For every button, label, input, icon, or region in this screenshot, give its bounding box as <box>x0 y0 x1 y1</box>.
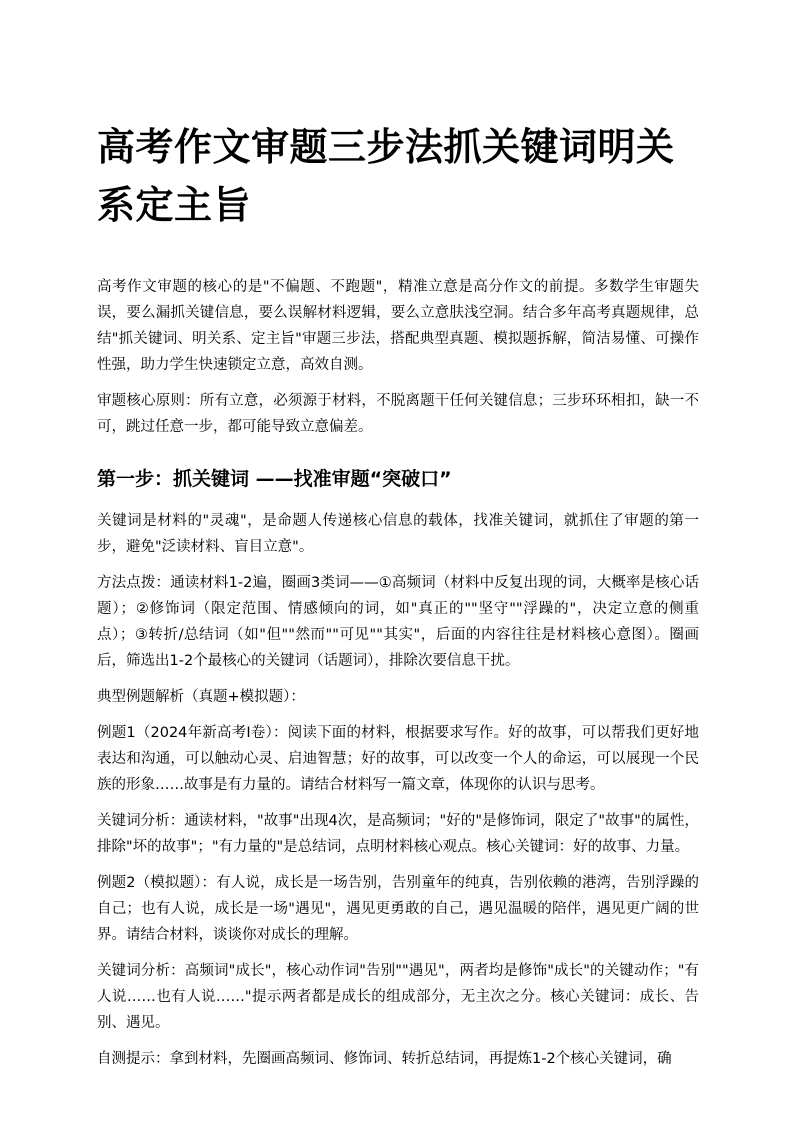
self-test-paragraph: 自测提示：拿到材料，先圈画高频词、修饰词、转折总结词，再提炼1-2个核心关键词，确 <box>97 1051 672 1067</box>
document-title: 高考作文审题三步法抓关键词明关系定主旨 <box>97 125 675 227</box>
section-paragraph: 关键词是材料的"灵魂"，是命题人传递核心信息的载体，找准关键词，就抓住了审题的第一步，避免"泛读材料、盲目立意"。 <box>97 513 699 555</box>
principle-paragraph: 审题核心原则：所有立意，必须源于材料，不脱离题干任何关键信息；三步环环相扣，缺一不可，跳过任意一步，都可能导致立意偏差。 <box>97 393 699 435</box>
document-page <box>97 118 699 1082</box>
intro-paragraph: 高考作文审题的核心的是"不偏题、不跑题"，精准立意是高分作文的前提。多数学生审题失误，要么漏抓关键信息，要么误解材料逻辑，要么立意肤浅空洞。结合多年高考真题规律，总结"抓关键词、明关系、定主旨"审题三步法，搭配典型真题、模拟题拆解，简洁易懂、可操作性强，助力学生快速锁定立意，高效自测。 <box>97 279 699 373</box>
example1-analysis-paragraph: 关键词分析：通读材料，"故事"出现4次，是高频词；"好的"是修饰词，限定了"故事"的属性，排除"坏的故事"；"有力量的"是总结词，点明材料核心观点。核心关键词：好的故事、力量。 <box>97 813 699 855</box>
example2-paragraph: 例题2（模拟题）：有人说，成长是一场告别，告别童年的纯真，告别依赖的港湾，告别浮躁的自己；也有人说，成长是一场"遇见"，遇见更勇敢的自己，遇见温暖的陪伴，遇见更广阔的世界。请结合材料，谈谈你对成长的理解。 <box>97 875 699 943</box>
method-paragraph: 方法点拨：通读材料1-2遍，圈画3类词——①高频词（材料中反复出现的词，大概率是核心话题）；②修饰词（限定范围、情感倾向的词，如"真正的""坚守""浮躁的"，决定立意的侧重点）；③转折/总结词（如"但""然而""可见""其实"，后面的内容往往是材料核心意图）。圈画后，筛选出1-2个最核心的关键词（话题词），排除次要信息干扰。 <box>97 575 699 669</box>
example1-paragraph: 例题1（2024年新高考Ⅰ卷）：阅读下面的材料，根据要求写作。好的故事，可以帮我们更好地表达和沟通，可以触动心灵、启迪智慧；好的故事，可以改变一个人的命运，可以展现一个民族的形象……故事是有力量的。请结合材料写一篇文章，体现你的认识与思考。 <box>97 725 699 793</box>
section-heading-step1: 第一步：抓关键词 ——找准审题“突破口” <box>97 468 452 490</box>
example2-analysis-paragraph: 关键词分析：高频词"成长"，核心动作词"告别""遇见"，两者均是修饰"成长"的关键动作；"有人说……也有人说……"提示两者都是成长的组成部分，无主次之分。核心关键词：成长、告别、遇见。 <box>97 963 699 1031</box>
example-intro-paragraph: 典型例题解析（真题+模拟题）： <box>97 689 305 705</box>
